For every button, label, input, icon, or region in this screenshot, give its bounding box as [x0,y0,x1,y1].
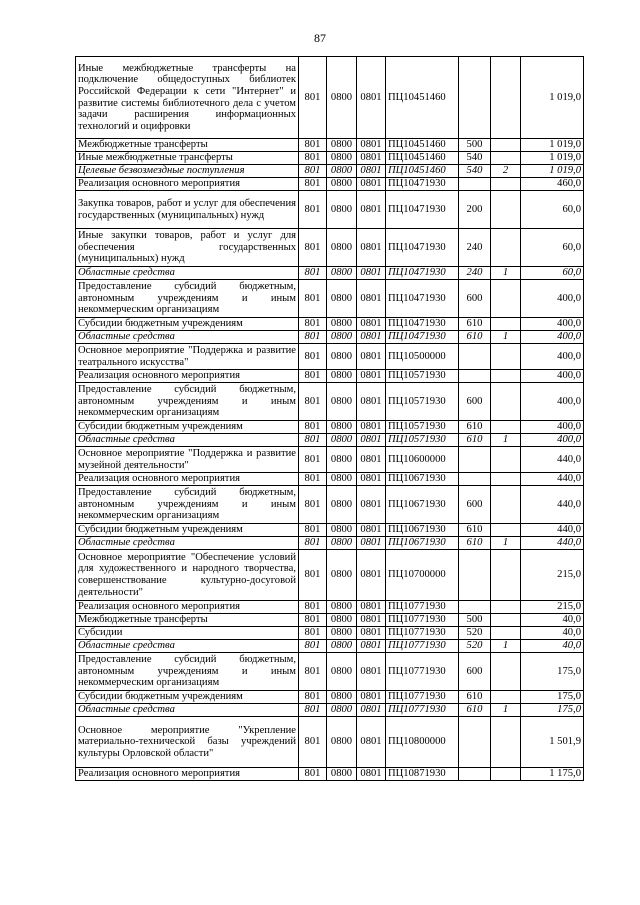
amount: 1 019,0 [521,165,584,178]
amount: 400,0 [521,280,584,318]
grbs-code: 801 [299,704,327,717]
funding-source-code [491,486,521,524]
grbs-code: 801 [299,653,327,691]
funding-source-code [491,627,521,640]
expense-type-code: 600 [459,653,491,691]
section-code: 0800 [327,524,357,537]
subsection-code: 0801 [357,691,386,704]
grbs-code: 801 [299,434,327,447]
table-row [76,524,584,537]
expense-type-code: 610 [459,331,491,344]
subsection-code: 0801 [357,768,386,781]
grbs-code: 801 [299,627,327,640]
expense-type-code: 610 [459,537,491,550]
amount: 175,0 [521,704,584,717]
funding-source-code [491,691,521,704]
table-row [76,473,584,486]
section-code: 0800 [327,601,357,614]
grbs-code: 801 [299,537,327,550]
target-article-code: ПЦ10451460 [386,57,459,139]
subsection-code: 0801 [357,267,386,280]
subsection-code: 0801 [357,524,386,537]
section-code: 0800 [327,434,357,447]
subsection-code: 0801 [357,165,386,178]
section-code: 0800 [327,383,357,421]
budget-item-name: Реализация основного мероприятия [76,370,299,383]
budget-item-name: Основное мероприятие "Обеспечение условий для художественного и народного творчества, совершенствование культурно-досуговой деятельности" [76,550,299,601]
expense-type-code: 610 [459,524,491,537]
amount: 400,0 [521,421,584,434]
amount: 440,0 [521,486,584,524]
subsection-code: 0801 [357,614,386,627]
section-code: 0800 [327,627,357,640]
grbs-code: 801 [299,139,327,152]
grbs-code: 801 [299,370,327,383]
expense-type-code: 520 [459,627,491,640]
table-row [76,165,584,178]
section-code: 0800 [327,57,357,139]
table-row [76,486,584,524]
funding-source-code: 1 [491,640,521,653]
expense-type-code: 200 [459,191,491,229]
budget-item-name: Реализация основного мероприятия [76,601,299,614]
target-article-code: ПЦ10771930 [386,653,459,691]
grbs-code: 801 [299,344,327,370]
amount: 400,0 [521,331,584,344]
table-row [76,280,584,318]
section-code: 0800 [327,139,357,152]
expense-type-code: 500 [459,139,491,152]
amount: 1 019,0 [521,139,584,152]
budget-item-name: Областные средства [76,434,299,447]
expense-type-code: 500 [459,614,491,627]
funding-source-code [491,229,521,267]
table-row [76,717,584,768]
expense-type-code: 610 [459,421,491,434]
budget-item-name: Межбюджетные трансферты [76,614,299,627]
section-code: 0800 [327,768,357,781]
subsection-code: 0801 [357,601,386,614]
subsection-code: 0801 [357,434,386,447]
budget-item-name: Субсидии бюджетным учреждениям [76,524,299,537]
subsection-code: 0801 [357,627,386,640]
table-row [76,318,584,331]
amount: 175,0 [521,691,584,704]
target-article-code: ПЦ10771930 [386,691,459,704]
target-article-code: ПЦ10671930 [386,524,459,537]
expense-type-code: 600 [459,486,491,524]
amount: 60,0 [521,267,584,280]
funding-source-code: 2 [491,165,521,178]
target-article-code: ПЦ10771930 [386,627,459,640]
target-article-code: ПЦ10571930 [386,383,459,421]
target-article-code: ПЦ10471930 [386,331,459,344]
expense-type-code [459,178,491,191]
grbs-code: 801 [299,691,327,704]
budget-item-name: Предоставление субсидий бюджетным, автономным учреждениям и иным некоммерческим организациям [76,383,299,421]
target-article-code: ПЦ10471930 [386,318,459,331]
amount: 1 175,0 [521,768,584,781]
budget-item-name: Реализация основного мероприятия [76,473,299,486]
subsection-code: 0801 [357,486,386,524]
table-row [76,614,584,627]
funding-source-code [491,383,521,421]
budget-item-name: Иные межбюджетные трансферты [76,152,299,165]
funding-source-code: 1 [491,267,521,280]
section-code: 0800 [327,550,357,601]
table-row [76,344,584,370]
funding-source-code [491,280,521,318]
section-code: 0800 [327,331,357,344]
budget-item-name: Субсидии [76,627,299,640]
section-code: 0800 [327,280,357,318]
table-row [76,537,584,550]
amount: 400,0 [521,370,584,383]
subsection-code: 0801 [357,139,386,152]
target-article-code: ПЦ10451460 [386,165,459,178]
amount: 440,0 [521,447,584,473]
section-code: 0800 [327,421,357,434]
subsection-code: 0801 [357,280,386,318]
section-code: 0800 [327,486,357,524]
budget-item-name: Основное мероприятие "Поддержка и развитие театрального искусства" [76,344,299,370]
target-article-code: ПЦ10671930 [386,537,459,550]
funding-source-code [491,550,521,601]
funding-source-code [491,447,521,473]
budget-item-name: Областные средства [76,640,299,653]
section-code: 0800 [327,152,357,165]
expense-type-code [459,344,491,370]
budget-item-name: Областные средства [76,704,299,717]
budget-item-name: Субсидии бюджетным учреждениям [76,318,299,331]
funding-source-code [491,421,521,434]
amount: 175,0 [521,653,584,691]
budget-item-name: Предоставление субсидий бюджетным, автономным учреждениям и иным некоммерческим организациям [76,653,299,691]
subsection-code: 0801 [357,447,386,473]
table-row [76,267,584,280]
target-article-code: ПЦ10471930 [386,267,459,280]
grbs-code: 801 [299,486,327,524]
funding-source-code: 1 [491,537,521,550]
table-row [76,601,584,614]
expense-type-code [459,717,491,768]
expense-type-code: 540 [459,165,491,178]
budget-item-name: Реализация основного мероприятия [76,178,299,191]
target-article-code: ПЦ10451460 [386,152,459,165]
funding-source-code [491,152,521,165]
grbs-code: 801 [299,191,327,229]
subsection-code: 0801 [357,344,386,370]
amount: 215,0 [521,550,584,601]
grbs-code: 801 [299,473,327,486]
expense-type-code [459,57,491,139]
funding-source-code [491,318,521,331]
expense-type-code [459,370,491,383]
grbs-code: 801 [299,165,327,178]
expense-type-code: 610 [459,434,491,447]
funding-source-code [491,139,521,152]
budget-item-name: Областные средства [76,267,299,280]
table-row [76,434,584,447]
subsection-code: 0801 [357,653,386,691]
amount: 1 019,0 [521,152,584,165]
budget-item-name: Субсидии бюджетным учреждениям [76,421,299,434]
target-article-code: ПЦ10771930 [386,601,459,614]
subsection-code: 0801 [357,717,386,768]
grbs-code: 801 [299,447,327,473]
grbs-code: 801 [299,421,327,434]
funding-source-code: 1 [491,331,521,344]
amount: 400,0 [521,434,584,447]
expense-type-code: 610 [459,318,491,331]
grbs-code: 801 [299,331,327,344]
section-code: 0800 [327,344,357,370]
subsection-code: 0801 [357,704,386,717]
subsection-code: 0801 [357,550,386,601]
funding-source-code [491,717,521,768]
amount: 440,0 [521,524,584,537]
table-row [76,640,584,653]
funding-source-code: 1 [491,434,521,447]
table-row [76,57,584,139]
expense-type-code [459,550,491,601]
target-article-code: ПЦ10771930 [386,704,459,717]
amount: 440,0 [521,537,584,550]
table-row [76,653,584,691]
grbs-code: 801 [299,550,327,601]
table-row [76,768,584,781]
target-article-code: ПЦ10471930 [386,191,459,229]
target-article-code: ПЦ10471930 [386,229,459,267]
funding-source-code: 1 [491,704,521,717]
expense-type-code: 610 [459,691,491,704]
target-article-code: ПЦ10471930 [386,280,459,318]
target-article-code: ПЦ10771930 [386,614,459,627]
expense-type-code [459,768,491,781]
section-code: 0800 [327,318,357,331]
page-number: 87 [314,31,326,45]
table-row [76,383,584,421]
amount: 40,0 [521,627,584,640]
budget-item-name: Субсидии бюджетным учреждениям [76,691,299,704]
grbs-code: 801 [299,280,327,318]
budget-item-name: Целевые безвозмездные поступления [76,165,299,178]
section-code: 0800 [327,691,357,704]
amount: 440,0 [521,473,584,486]
subsection-code: 0801 [357,473,386,486]
section-code: 0800 [327,267,357,280]
section-code: 0800 [327,653,357,691]
expense-type-code: 610 [459,704,491,717]
section-code: 0800 [327,614,357,627]
subsection-code: 0801 [357,370,386,383]
funding-source-code [491,344,521,370]
amount: 400,0 [521,383,584,421]
amount: 460,0 [521,178,584,191]
section-code: 0800 [327,165,357,178]
target-article-code: ПЦ10800000 [386,717,459,768]
section-code: 0800 [327,640,357,653]
amount: 400,0 [521,344,584,370]
expense-type-code [459,447,491,473]
table-row [76,421,584,434]
funding-source-code [491,57,521,139]
table-row [76,627,584,640]
expense-type-code [459,473,491,486]
expense-type-code: 540 [459,152,491,165]
target-article-code: ПЦ10871930 [386,768,459,781]
budget-item-name: Областные средства [76,537,299,550]
target-article-code: ПЦ10700000 [386,550,459,601]
amount: 400,0 [521,318,584,331]
amount: 215,0 [521,601,584,614]
grbs-code: 801 [299,717,327,768]
amount: 60,0 [521,229,584,267]
subsection-code: 0801 [357,57,386,139]
target-article-code: ПЦ10451460 [386,139,459,152]
budget-item-name: Иные закупки товаров, работ и услуг для обеспечения государственных (муниципальных) нужд [76,229,299,267]
expense-type-code: 600 [459,383,491,421]
target-article-code: ПЦ10471930 [386,178,459,191]
grbs-code: 801 [299,601,327,614]
table-row [76,370,584,383]
section-code: 0800 [327,370,357,383]
subsection-code: 0801 [357,152,386,165]
grbs-code: 801 [299,614,327,627]
budget-table-body [76,57,584,781]
table-row [76,447,584,473]
target-article-code: ПЦ10500000 [386,344,459,370]
funding-source-code [491,370,521,383]
grbs-code: 801 [299,267,327,280]
grbs-code: 801 [299,152,327,165]
grbs-code: 801 [299,318,327,331]
budget-item-name: Предоставление субсидий бюджетным, автономным учреждениям и иным некоммерческим организациям [76,486,299,524]
subsection-code: 0801 [357,318,386,331]
expense-type-code [459,601,491,614]
funding-source-code [491,191,521,229]
amount: 40,0 [521,614,584,627]
budget-item-name: Реализация основного мероприятия [76,768,299,781]
budget-item-name: Основное мероприятие "Укрепление материально-технической базы учреждений культуры Орловской области" [76,717,299,768]
subsection-code: 0801 [357,421,386,434]
subsection-code: 0801 [357,331,386,344]
table-row [76,691,584,704]
expense-type-code: 520 [459,640,491,653]
table-row [76,704,584,717]
grbs-code: 801 [299,57,327,139]
subsection-code: 0801 [357,537,386,550]
grbs-code: 801 [299,640,327,653]
grbs-code: 801 [299,229,327,267]
table-row [76,139,584,152]
funding-source-code [491,601,521,614]
section-code: 0800 [327,537,357,550]
budget-item-name: Основное мероприятие "Поддержка и развитие музейной деятельности" [76,447,299,473]
subsection-code: 0801 [357,191,386,229]
target-article-code: ПЦ10571930 [386,434,459,447]
section-code: 0800 [327,229,357,267]
funding-source-code [491,768,521,781]
grbs-code: 801 [299,383,327,421]
funding-source-code [491,614,521,627]
table-row [76,550,584,601]
funding-source-code [491,524,521,537]
budget-item-name: Областные средства [76,331,299,344]
budget-item-name: Предоставление субсидий бюджетным, автономным учреждениям и иным некоммерческим организациям [76,280,299,318]
subsection-code: 0801 [357,178,386,191]
section-code: 0800 [327,704,357,717]
table-row [76,152,584,165]
table-row [76,191,584,229]
subsection-code: 0801 [357,640,386,653]
section-code: 0800 [327,473,357,486]
table-row [76,331,584,344]
amount: 40,0 [521,640,584,653]
subsection-code: 0801 [357,229,386,267]
expense-type-code: 240 [459,267,491,280]
amount: 1 019,0 [521,57,584,139]
budget-table [75,56,584,781]
section-code: 0800 [327,447,357,473]
expense-type-code: 600 [459,280,491,318]
section-code: 0800 [327,178,357,191]
budget-item-name: Закупка товаров, работ и услуг для обеспечения государственных (муниципальных) нужд [76,191,299,229]
subsection-code: 0801 [357,383,386,421]
target-article-code: ПЦ10571930 [386,370,459,383]
funding-source-code [491,653,521,691]
table-row [76,178,584,191]
section-code: 0800 [327,191,357,229]
budget-item-name: Иные межбюджетные трансферты на подключение общедоступных библиотек Российской Федерации к сети "Интернет" и развитие системы библиотечного дела с учетом задачи расширения информационных технологий и оцифровки [76,57,299,139]
budget-item-name: Межбюджетные трансферты [76,139,299,152]
grbs-code: 801 [299,768,327,781]
grbs-code: 801 [299,524,327,537]
amount: 60,0 [521,191,584,229]
funding-source-code [491,178,521,191]
table-row [76,229,584,267]
funding-source-code [491,473,521,486]
target-article-code: ПЦ10671930 [386,473,459,486]
target-article-code: ПЦ10771930 [386,640,459,653]
target-article-code: ПЦ10600000 [386,447,459,473]
grbs-code: 801 [299,178,327,191]
section-code: 0800 [327,717,357,768]
expense-type-code: 240 [459,229,491,267]
target-article-code: ПЦ10571930 [386,421,459,434]
target-article-code: ПЦ10671930 [386,486,459,524]
amount: 1 501,9 [521,717,584,768]
